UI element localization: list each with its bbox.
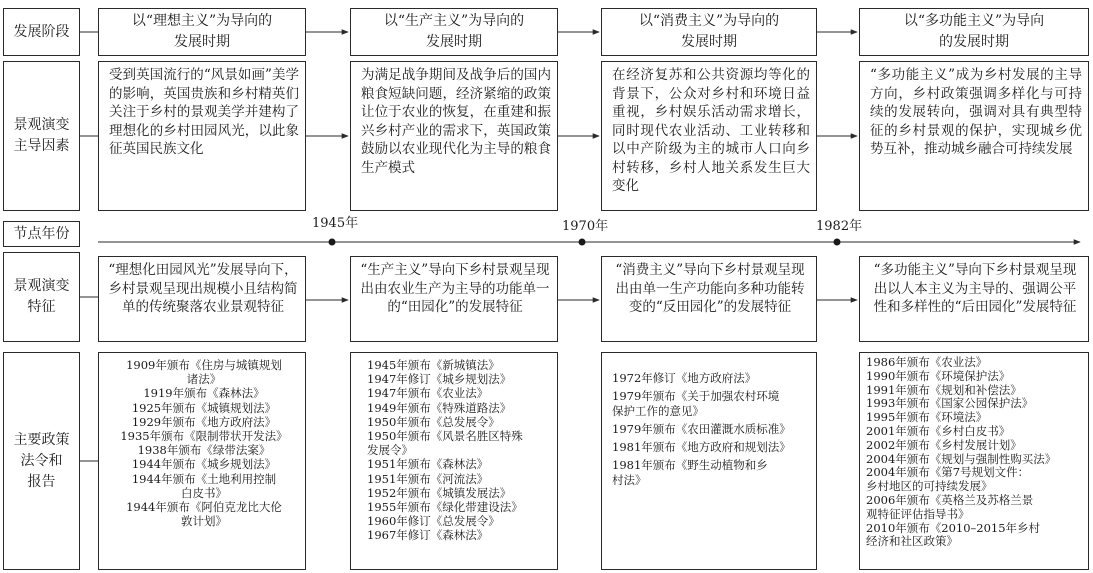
- policy-item: 2001年颁布《乡村白皮书》: [866, 423, 1011, 438]
- policy-item: 2006年颁布《英格兰及苏格兰景 观特征评估指导书》: [866, 492, 1034, 521]
- feature-consumerism: “消费主义”导向下乡村景观呈现出由单一生产功能向多种功能转变的“反田园化”的发展特征: [601, 256, 817, 342]
- policy-item: 2010年颁布《2010–2015年乡村 经济和社区政策》: [866, 520, 1041, 549]
- policy-item: 1945年颁布《新城镇法》: [367, 358, 500, 372]
- policy-item: 1929年颁布《地方政府法》: [131, 414, 277, 429]
- policy-item: 1993年颁布《国家公园保护法》: [866, 396, 1034, 411]
- policy-item: 1919年颁布《森林法》: [143, 386, 265, 401]
- row-label-policies: 主要政策 法令和 报告: [3, 352, 80, 570]
- policy-item: 1909年颁布《住房与城镇规划 诸法》: [126, 358, 282, 387]
- policy-item: 1944年颁布《城乡规划法》: [131, 457, 277, 472]
- factors-productivism: 为满足战争期间及战争后的国内粮食短缺问题，经济紧缩的政策让位于农业的恢复，在重建和振兴乡村产业的需求下，英国政策鼓励以农业现代化为主导的粮食生产模式: [350, 61, 558, 211]
- policy-item: 1979年颁布《关于加强农村环境 保护工作的意见》: [612, 389, 780, 418]
- policy-item: 1950年颁布《总发展令》: [367, 414, 500, 429]
- policy-item: 1925年颁布《城镇规划法》: [131, 400, 277, 415]
- stage-header-idealism: 以“理想主义”为导向的 发展时期: [98, 8, 306, 56]
- factors-consumerism: 在经济复苏和公共资源均等化的背景下，公众对乡村和环境日益重视，乡村娱乐活动需求增长，同时现代农业活动、工业转移和以中产阶级为主的城市人口向乡村转移，乡村人地关系发生巨大变化: [601, 61, 817, 211]
- policy-item: 1944年颁布《阿伯克龙比大伦 敦计划》: [126, 500, 282, 529]
- policy-item: 1990年颁布《环境保护法》: [866, 368, 1011, 383]
- timeline-node-1982: [834, 239, 841, 246]
- policy-item: 1947年修订《城乡规划法》: [367, 372, 512, 387]
- policy-item: 1972年修订《地方政府法》: [612, 371, 757, 385]
- policy-item: 1944年颁布《土地利用控制 白皮书》: [131, 471, 277, 500]
- policy-item: 2002年颁布《乡村发展计划》: [866, 437, 1022, 452]
- policies-multifunctionalism: [859, 352, 1089, 570]
- policy-item: 1979年颁布《农田灌溉水质标准》: [612, 422, 791, 436]
- policies-idealism: [98, 352, 306, 570]
- policy-item: 2004年颁布《规划与强制性购买法》: [866, 451, 1057, 466]
- policy-item: 1951年颁布《河流法》: [367, 471, 489, 486]
- policy-item: 1947年颁布《农业法》: [367, 386, 489, 401]
- policy-item: 1981年颁布《野生动植物和乡 村法》: [612, 458, 768, 487]
- timeline-node-1970: [579, 239, 586, 246]
- row-label-years: 节点年份: [3, 221, 80, 247]
- year-label-1970: 1970年: [562, 219, 609, 234]
- row-label-factors: 景观演变 主导因素: [3, 61, 80, 211]
- year-label-1982: 1982年: [816, 219, 863, 234]
- policy-item: 1955年颁布《绿化带建设法》: [367, 500, 523, 515]
- policies-consumerism: [601, 352, 817, 570]
- feature-idealism: “理想化田园风光”发展导向下，乡村景观呈现出规模小且结构简单的传统聚落农业景观特征: [98, 256, 306, 342]
- feature-multifunctionalism: “多功能主义”导向下乡村景观呈现出以人本主义为主导的、强调公平性和多样性的“后田园化”发展特征: [859, 256, 1089, 342]
- policy-item: 1949年颁布《特殊道路法》: [367, 400, 512, 415]
- policy-item: 1938年颁布《绿带法案》: [137, 443, 271, 458]
- policy-item: 1991年颁布《规划和补偿法》: [866, 382, 1022, 397]
- policy-item: 1950年颁布《风景名胜区特殊 发展令》: [367, 429, 523, 458]
- policy-item: 1952年颁布《城镇发展法》: [367, 485, 512, 500]
- feature-productivism: “生产主义”导向下乡村景观呈现出由农业生产为主导的功能单一的“田园化”的发展特征: [350, 256, 558, 342]
- timeline-node-1945: [329, 239, 336, 246]
- factors-multifunctionalism: “多功能主义”成为乡村发展的主导方向，乡村政策强调多样化与可持续的发展转向，强调对具有典型特征的乡村景观的保护，实现城乡优势互补，推动城乡融合可持续发展: [859, 61, 1089, 211]
- stage-header-multifunctionalism: 以“多功能主义”为导向 的发展时期: [859, 8, 1089, 56]
- policies-productivism: [350, 352, 558, 570]
- policy-item: 1967年修订《森林法》: [367, 528, 489, 543]
- policy-item: 1995年颁布《环境法》: [866, 410, 988, 425]
- policy-item: 1960年修订《总发展令》: [367, 514, 500, 529]
- factors-idealism: 受到英国流行的“风景如画”美学的影响，英国贵族和乡村精英们关注于乡村的景观美学并建构了理想化的乡村田园风光，以此象征英国民族文化: [98, 61, 306, 211]
- stage-header-consumerism: 以“消费主义”为导向的 发展时期: [601, 8, 817, 56]
- stage-header-productivism: 以“生产主义”为导向的 发展时期: [350, 8, 558, 56]
- policy-item: 2004年颁布《第7号规划文件： 乡村地区的可持续发展》: [866, 465, 1030, 494]
- row-label-features: 景观演变 特征: [3, 252, 80, 342]
- policy-item: 1935年颁布《限制带状开发法》: [120, 429, 288, 444]
- policy-item: 1951年颁布《森林法》: [367, 457, 489, 472]
- year-label-1945: 1945年: [312, 216, 359, 231]
- policy-item: 1986年颁布《农业法》: [866, 355, 988, 369]
- policy-item: 1981年颁布《地方政府和规划法》: [612, 440, 791, 454]
- row-label-stage: 发展阶段: [3, 8, 80, 56]
